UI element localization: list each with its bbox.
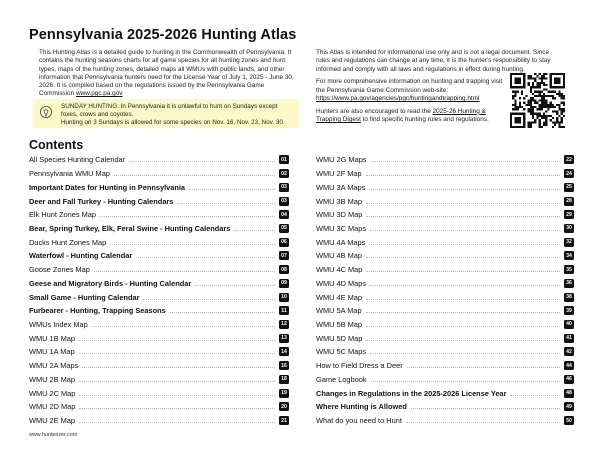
toc-entry-label: How to Field Dress a Deer: [316, 361, 403, 371]
toc-entry[interactable]: [316, 290, 574, 304]
toc-leader-dots: [195, 285, 275, 286]
toc-entry-label: Small Game - Hunting Calendar: [29, 292, 140, 302]
toc-entry[interactable]: [316, 345, 574, 359]
toc-page-number: 28: [564, 197, 574, 206]
toc-entry-label: Where Hunting is Allowed: [316, 402, 407, 412]
toc-entry-label: Important Dates for Hunting in Pennsylvania: [29, 182, 186, 192]
toc-leader-dots: [114, 175, 275, 176]
toc-leader-dots: [366, 216, 560, 217]
toc-entry[interactable]: [29, 235, 289, 249]
toc-leader-dots: [92, 326, 275, 327]
toc-page-number: 16: [279, 361, 289, 370]
toc-entry[interactable]: [316, 222, 574, 236]
toc-entry-label: WMU 2D Map: [29, 402, 76, 412]
toc-page-number: 03: [279, 197, 289, 206]
toc-entry[interactable]: [29, 345, 289, 359]
toc-entry-label: WMU 4A Maps: [316, 237, 366, 247]
toc-entry[interactable]: [316, 180, 574, 194]
toc-page-number: 05: [279, 224, 289, 233]
toc-page-number: 29: [564, 210, 574, 219]
toc-page-number: 09: [279, 279, 289, 288]
toc-leader-dots: [79, 381, 275, 382]
toc-page-number: 11: [279, 306, 289, 315]
toc-page-number: 01: [279, 155, 289, 164]
toc-page-number: 21: [279, 416, 289, 425]
toc-leader-dots: [369, 189, 560, 190]
toc-entry[interactable]: [316, 304, 574, 318]
toc-left-column: [29, 153, 289, 427]
toc-page-number: 42: [564, 347, 574, 356]
toc-entry[interactable]: [29, 414, 289, 428]
toc-entry-label: WMU 2B Map: [29, 374, 75, 384]
sunday-hunting-notice: [33, 99, 299, 128]
toc-leader-dots: [136, 257, 275, 258]
sunday-line-1: SUNDAY HUNTING: In Pennsylvania it is unlawful to hunt on Sundays except foxes, crows and coyotes.: [61, 103, 278, 118]
page-title: Pennsylvania 2025-2026 Hunting Atlas: [29, 27, 297, 43]
toc-page-number: 46: [564, 375, 574, 384]
toc-entry-label: Pennsylvania WMU Map: [29, 169, 110, 179]
toc-leader-dots: [371, 381, 560, 382]
toc-entry-label: Furbearer - Hunting, Trapping Seasons: [29, 306, 166, 316]
toc-leader-dots: [366, 299, 560, 300]
toc-entry-label: WMU 3A Maps: [316, 182, 366, 192]
toc-entry[interactable]: [29, 153, 289, 167]
toc-leader-dots: [79, 353, 275, 354]
toc-entry[interactable]: [316, 194, 574, 208]
toc-page-number: 18: [279, 375, 289, 384]
toc-entry-label: WMU 1B Map: [29, 333, 75, 343]
toc-right-column: [316, 153, 574, 427]
toc-leader-dots: [407, 367, 560, 368]
toc-entry-label: WMUs Index Map: [29, 319, 88, 329]
toc-leader-dots: [411, 408, 560, 409]
contents-heading: Contents: [29, 138, 84, 152]
toc-entry[interactable]: [29, 276, 289, 290]
toc-page-number: 13: [279, 334, 289, 343]
toc-entry-label: All Species Hunting Calendar: [29, 155, 126, 165]
toc-entry[interactable]: [316, 263, 574, 277]
toc-leader-dots: [366, 271, 560, 272]
toc-leader-dots: [366, 340, 560, 341]
digest-pre: Hunters are also encouraged to read the: [316, 107, 433, 115]
toc-entry-label: WMU 3C Maps: [316, 223, 367, 233]
footer-url: www.hunterizer.com: [29, 432, 78, 438]
toc-entry-label: WMU 5C Maps: [316, 347, 367, 357]
toc-page-number: 40: [564, 320, 574, 329]
qr-code-icon[interactable]: [510, 73, 565, 128]
toc-entry-label: WMU 4E Map: [316, 292, 362, 302]
toc-leader-dots: [371, 161, 560, 162]
toc-entry-label: WMU 2A Maps: [29, 361, 79, 371]
digest-link[interactable]: 2025-26 Hunting & Trapping Digest: [316, 107, 486, 124]
toc-entry-label: Changes in Regulations in the 2025-2026 License Year: [316, 388, 507, 398]
toc-entry-label: Waterfowl - Hunting Calendar: [29, 251, 133, 261]
toc-entry[interactable]: [29, 359, 289, 373]
toc-page-number: 14: [279, 347, 289, 356]
toc-entry-label: Ducks Hunt Zones Map: [29, 237, 107, 247]
toc-entry[interactable]: [316, 235, 574, 249]
toc-entry[interactable]: [316, 276, 574, 290]
toc-leader-dots: [170, 312, 275, 313]
toc-page-number: 50: [564, 416, 574, 425]
toc-entry[interactable]: [316, 318, 574, 332]
toc-entry[interactable]: [316, 249, 574, 263]
toc-entry-label: Goose Zones Map: [29, 265, 90, 275]
toc-leader-dots: [366, 312, 560, 313]
toc-page-number: 06: [279, 238, 289, 247]
toc-leader-dots: [406, 422, 560, 423]
toc-leader-dots: [143, 299, 275, 300]
toc-entry[interactable]: [316, 414, 574, 428]
toc-leader-dots: [369, 244, 560, 245]
toc-entry[interactable]: [29, 331, 289, 345]
intro-text: This Hunting Atlas is a detailed guide to hunting in the Commonwealth of Pennsylvania. It contains the hunting seasons charts for all game species for all hunting zones and hunt types, maps of the hunting zones, detailed maps all WMUs with public lands, and other information that Pennsylvania hunters need for the License Year of July 1, 2025 - June 30, 2026. It is compiled based on the regulations issued by the Pennsylvania Game Commission: [39, 49, 294, 98]
toc-entry-label: WMU 2E Map: [29, 416, 75, 426]
toc-entry-label: Elk Hunt Zones Map: [29, 210, 96, 220]
toc-leader-dots: [177, 203, 275, 204]
toc-page-number: 48: [564, 389, 574, 398]
toc-entry[interactable]: [29, 304, 289, 318]
toc-page-number: 12: [279, 320, 289, 329]
toc-page-number: 35: [564, 265, 574, 274]
toc-page-number: 24: [564, 169, 574, 178]
toc-entry-label: WMU 5D Map: [316, 333, 363, 343]
toc-leader-dots: [79, 395, 275, 396]
toc-entry[interactable]: [316, 400, 574, 414]
toc-page-number: 38: [564, 293, 574, 302]
toc-page-number: 34: [564, 251, 574, 260]
toc-entry[interactable]: [29, 208, 289, 222]
toc-entry-label: WMU 5B Map: [316, 319, 362, 329]
toc-entry[interactable]: [29, 180, 289, 194]
toc-leader-dots: [82, 367, 275, 368]
toc-page-number: 41: [564, 334, 574, 343]
toc-page-number: 07: [279, 251, 289, 260]
toc-page-number: 22: [564, 155, 574, 164]
toc-entry-label: WMU 1A Map: [29, 347, 75, 357]
toc-page-number: 02: [279, 169, 289, 178]
more-info: [316, 78, 508, 103]
toc-leader-dots: [370, 353, 560, 354]
toc-entry-label: Game Logbook: [316, 374, 367, 384]
pgc-link[interactable]: www.pgc.pa.gov: [75, 90, 123, 98]
toc-entry[interactable]: [316, 153, 574, 167]
toc-page-number: 03: [279, 183, 289, 192]
toc-page-number: 20: [279, 402, 289, 411]
toc-entry[interactable]: [316, 331, 574, 345]
disclaimer: This Atlas is intended for informational use only and is not a legal document. Since rules and regulations can change at any time, it is the hunter's responsibility to stay informed and comply with all laws and regulations in effect during hunting.: [316, 49, 551, 73]
toc-entry-label: WMU 3B Map: [316, 196, 362, 206]
toc-page-number: 49: [564, 402, 574, 411]
toc-entry-label: WMU 2C Map: [29, 388, 76, 398]
toc-page-number: 32: [564, 238, 574, 247]
toc-entry[interactable]: [29, 263, 289, 277]
toc-page-number: 04: [279, 210, 289, 219]
toc-entry-label: Bear, Spring Turkey, Elk, Feral Swine - Hunting Calendars: [29, 223, 231, 233]
toc-entry-label: WMU 3D Map: [316, 210, 363, 220]
toc-entry[interactable]: [29, 290, 289, 304]
digest-note: [316, 108, 508, 125]
toc-entry-label: WMU 5A Map: [316, 306, 362, 316]
toc-leader-dots: [366, 175, 560, 176]
sunday-line-2: Hunting on 3 Sundays is allowed for some species on Nov. 16, Nov. 23, Nov. 30.: [61, 118, 285, 126]
toc-entry-label: WMU 4B Map: [316, 251, 362, 261]
toc-leader-dots: [370, 230, 560, 231]
toc-entry[interactable]: [29, 386, 289, 400]
toc-leader-dots: [129, 161, 275, 162]
toc-page-number: 44: [564, 361, 574, 370]
toc-entry-label: WMU 4D Maps: [316, 278, 367, 288]
toc-entry-label: Deer and Fall Turkey - Hunting Calendars: [29, 196, 174, 206]
toc-leader-dots: [366, 257, 560, 258]
toc-leader-dots: [94, 271, 275, 272]
toc-page-number: 30: [564, 224, 574, 233]
toc-page-number: 10: [279, 293, 289, 302]
toc-leader-dots: [370, 285, 560, 286]
toc-entry[interactable]: [316, 373, 574, 387]
toc-entry[interactable]: [29, 194, 289, 208]
toc-entry[interactable]: [316, 386, 574, 400]
toc-entry[interactable]: [29, 400, 289, 414]
lightbulb-icon: [39, 106, 53, 120]
toc-page-number: 25: [564, 183, 574, 192]
toc-entry-label: WMU 2G Maps: [316, 155, 367, 165]
toc-entry[interactable]: [29, 222, 289, 236]
toc-entry-label: What do you need to Hunt: [316, 416, 402, 426]
toc-leader-dots: [234, 230, 275, 231]
toc-leader-dots: [79, 422, 275, 423]
toc-page-number: 19: [279, 389, 289, 398]
toc-entry[interactable]: [316, 359, 574, 373]
toc-entry-label: WMU 4C Map: [316, 265, 363, 275]
toc-entry[interactable]: [29, 318, 289, 332]
toc-leader-dots: [366, 326, 560, 327]
toc-entry[interactable]: [316, 167, 574, 181]
toc-leader-dots: [110, 244, 275, 245]
toc-page-number: 08: [279, 265, 289, 274]
toc-entry[interactable]: [29, 249, 289, 263]
toc-page-number: 39: [564, 306, 574, 315]
toc-leader-dots: [366, 203, 560, 204]
toc-leader-dots: [510, 395, 560, 396]
more-info-text: For more comprehensive information on hunting and trapping visit the Pennsylvania Game Commission web-site:: [316, 78, 503, 94]
digest-post: to find specific hunting rules and regulations.: [360, 116, 489, 124]
toc-leader-dots: [79, 340, 275, 341]
toc-entry[interactable]: [29, 373, 289, 387]
toc-leader-dots: [100, 216, 275, 217]
toc-entry-label: WMU 2F Map: [316, 169, 362, 179]
toc-entry[interactable]: [316, 208, 574, 222]
toc-leader-dots: [79, 408, 275, 409]
pgc-hunting-link[interactable]: https://www.pa.gov/agencies/pgc/huntingandtrapping.html: [316, 94, 480, 102]
toc-page-number: 36: [564, 279, 574, 288]
toc-entry-label: Geese and Migratory Birds - Hunting Calendar: [29, 278, 192, 288]
toc-leader-dots: [189, 189, 275, 190]
intro-paragraph: [39, 49, 301, 99]
toc-entry[interactable]: [29, 167, 289, 181]
